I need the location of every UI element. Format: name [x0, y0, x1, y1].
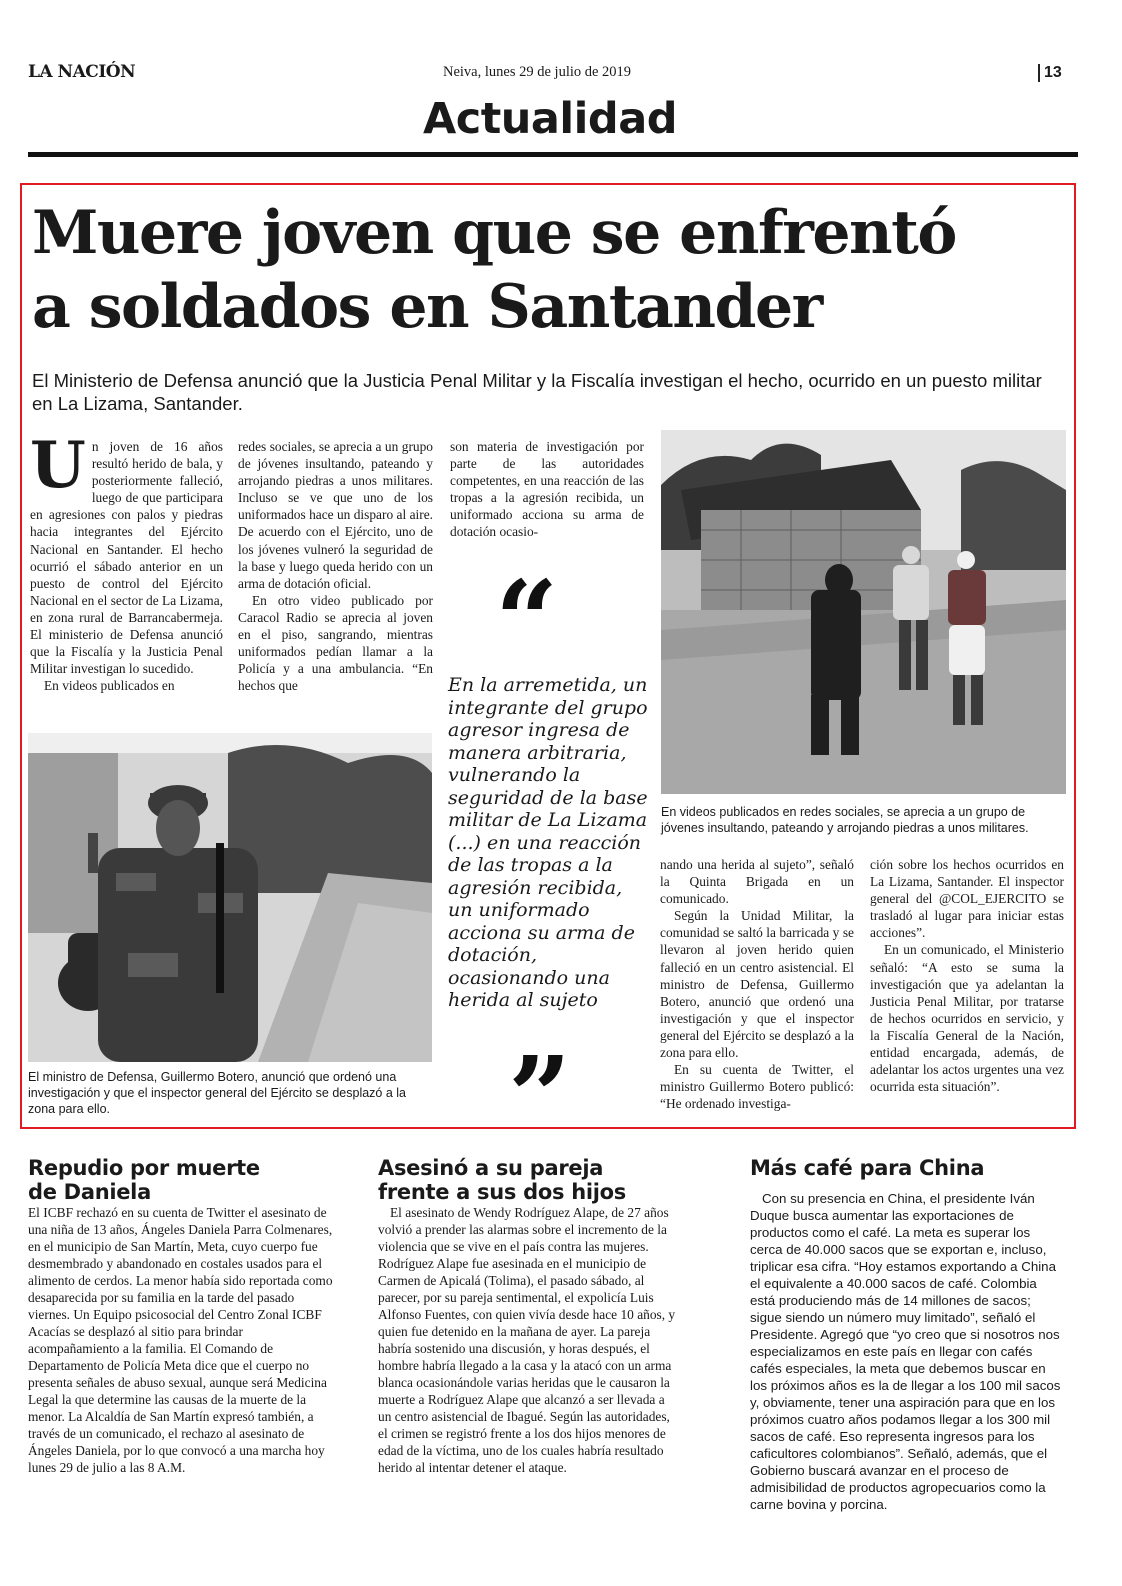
photo-caption-2: El ministro de Defensa, Guillermo Botero, anunció que ordenó una investigación y que el inspector general del Ejército se desplazó a la zona para ello.	[28, 1070, 407, 1116]
paragraph: En un comunicado, el Ministerio señaló: “A esto se suma la investigación que ya adelantan la Justicia Penal Militar, por tratarse de hechos ocurridos en servicio, y la Fiscalía General de la Nación, entidad encargada, además, de adelantar los actos urgentes una vez ocurrida esta situación”.	[870, 942, 1064, 1095]
section-title: Actualidad	[422, 94, 677, 144]
brief-body-cafe	[750, 1190, 1064, 1513]
brief-title-line: Repudio por muerte	[28, 1156, 260, 1180]
headline-line-2: a soldados en Santander	[32, 272, 822, 342]
photo-caption-1: En videos publicados en redes sociales, se aprecia a un grupo de jóvenes insultando, pateando y arrojando piedras a unos militares.	[661, 805, 1029, 835]
paragraph: El ICBF rechazó en su cuenta de Twitter el asesinato de una niña de 13 años, Ángeles Daniela Parra Colmenares, en el municipio de San Martín, Meta, cuyo cuerpo fue desmembrado y abandonado en costales usados para el alimento de cerdos. La menor había sido reportada como desaparecida por su familia en la tarde del pasado viernes. Un Equipo psicosocial del Centro Zonal ICBF Acacías se desplazó al sitio para brindar acompañamiento a la familia. El Comando de Departamento de Policía Meta dice que el cuerpo no presenta señales de abuso sexual, aunque será Medicina Legal la que determine las causas de la muerte de la menor. La Alcaldía de San Martín expresó también, a través de un comunicado, el rechazo al asesinato de Ángeles Daniela, por lo que convocó a una marcha hoy lunes 29 de julio a las 8 A.M.	[28, 1205, 333, 1475]
brief-title-line: Más café para China	[750, 1156, 985, 1180]
brief-title-wendy	[378, 1156, 708, 1204]
article-deck: El Ministerio de Defensa anunció que la Justicia Penal Militar y la Fiscalía investigan el hecho, ocurrido en un puesto militar en La Lizama, Santander.	[32, 370, 1042, 414]
brief-title-cafe	[750, 1156, 1080, 1180]
paragraph: Según la Unidad Militar, la comunidad se saltó la barricada y se llevaron al joven herido quien falleció en un centro asistencial. El ministro de Defensa, Guillermo Botero, anunció que ordenó una investigación y que el inspector general del Ejército se desplazó a la zona para ello.	[660, 908, 854, 1061]
article-column-1	[30, 428, 223, 694]
brief-title-line: de Daniela	[28, 1180, 151, 1204]
paragraph: ción sobre los hechos ocurridos en La Lizama, Santander. El inspector general del @COL_EJERCITO se trasladó al lugar para iniciar estas acciones”.	[870, 857, 1064, 941]
brief-title-line: frente a sus dos hijos	[378, 1180, 626, 1204]
open-quote-mark: “	[495, 556, 559, 685]
brief-title-line: Asesinó a su pareja	[378, 1156, 604, 1180]
article-column-5	[870, 856, 1064, 1095]
paragraph: En videos publicados en	[44, 678, 175, 694]
brief-body-daniela	[28, 1204, 336, 1476]
photo-soldier-guard	[28, 733, 432, 1062]
brief-title-daniela	[28, 1156, 358, 1204]
page-number: 13	[1038, 64, 1062, 82]
close-quote-mark: ”	[508, 1032, 572, 1161]
article-column-4	[660, 856, 854, 1112]
paragraph: n joven de 16 años resultó herido de bala, y posteriormente falleció, luego de que participara en agresiones con palos y piedras hacia integrantes del Ejército Nacional en Santander. El hecho ocurrió el sábado anterior en un puesto de control del Ejército Nacional en el sector de La Lizama, en zona rural de Barrancabermeja. El ministerio de Defensa anunció que la Fiscalía y la Justicia Penal Militar investigan lo sucedido.	[30, 439, 223, 677]
brief-body-wendy	[378, 1204, 678, 1476]
newspaper-logo: LA NACIÓN	[28, 62, 136, 82]
headline-line-1: Muere joven que se enfrentó	[32, 198, 956, 268]
paragraph: son materia de investigación por parte de las autoridades competentes, en una reacción de las tropas a la agresión recibida, un uniformado acciona su arma de dotación ocasio-	[450, 439, 644, 540]
article-column-2	[238, 438, 433, 694]
dateline: Neiva, lunes 29 de julio de 2019	[443, 64, 632, 80]
paragraph: En su cuenta de Twitter, el ministro Guillermo Botero publicó: “He ordenado investiga-	[660, 1062, 854, 1112]
masthead	[28, 58, 1078, 88]
paragraph: nando una herida al sujeto”, señaló la Quinta Brigada en un comunicado.	[660, 857, 854, 907]
paragraph: En otro video publicado por Caracol Radio se aprecia al joven en el piso, sangrando, mientras uniformados pedían llamar a la Policía y a una ambulancia. “En hechos que	[238, 592, 433, 694]
paragraph: Con su presencia en China, el presidente Iván Duque busca aumentar las exportaciones de productos como el café. La meta es superar los cerca de 40.000 sacos que se exportan e, incluso, triplicar esa cifra. “Hoy estamos exportando a China el equivalente a 40.000 sacos de café. Colombia está produciendo más de 14 millones de sacos; sigue siendo un número muy limitado”, señaló el Presidente. Agregó que “yo creo que si nosotros nos especializamos en este país en llegar con cafés cafés especiales, la meta que debemos buscar en los próximos años es la de llegar a los 100 mil sacos y, obviamente, tener una aspiración para que en los próximos cuatro años podamos llegar a los 300 mil sacos de café. Eso representa ingresos para los caficultores colombianos”. Señaló, además, que el Gobierno buscará avanzar en el proceso de admisibilidad de productos agropecuarios como la carne bovina y porcina.	[750, 1191, 1061, 1512]
article-headline	[32, 196, 1062, 344]
article-column-3	[450, 438, 644, 541]
drop-cap: U	[30, 428, 86, 503]
paragraph: El asesinato de Wendy Rodríguez Alape, de 27 años volvió a prender las alarmas sobre el incremento de la violencia que se vive en el país contra las mujeres. Rodríguez Alape fue asesinada en el municipio de Carmen de Apicalá (Tolima), el pasado sábado, al parecer, por su pareja sentimental, el expolicía Luis Alfonso Fuentes, con quien vivía desde hace 10 años, y quien fue detenido en la mañana de ayer. La pareja habría sostenido una discusión, y horas después, el hombre habría llegado a la casa y la atacó con un arma blanca ocasionándole varias heridas que le causaron la muerte a Rodríguez Alape que alcanzó a ser llevada a un centro asistencial de Ibagué. Según las autoridades, el crimen se registró frente a los dos hijos menores de edad de la víctima, uno de los cuales habría resultado herido al intentar detener el ataque.	[378, 1205, 676, 1475]
pull-quote: En la arremetida, un integrante del grupo agresor ingresa de manera arbitraria, vulnerando la seguridad de la base militar de La Lizama (...) en una reacción de las tropas a la agresión recibida, un uniformado acciona su arma de dotación, ocasionando una herida al sujeto	[448, 674, 648, 1011]
section-divider	[28, 152, 1078, 157]
photo-soldiers-confrontation	[661, 430, 1066, 794]
paragraph: redes sociales, se aprecia a un grupo de jóvenes insultando, pateando y arrojando piedras a unos militares. Incluso se ve que uno de los uniformados hace un disparo al aire. De acuerdo con el Ejército, uno de los jóvenes vulneró la seguridad de la base y luego queda herido con un arma de dotación oficial.	[238, 439, 433, 591]
